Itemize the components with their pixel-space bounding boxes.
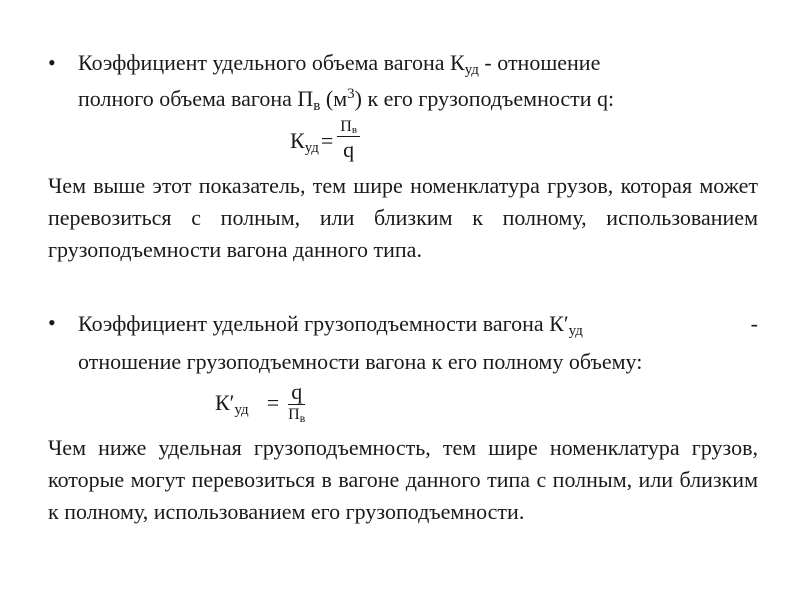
definition-text: - отношение: [478, 50, 601, 75]
formula-lhs: $К'_{уд}$: [215, 389, 249, 418]
paragraph-specific-capacity: Чем ниже удельная грузоподъемность, тем шире номенклатура грузов, которые могут перевозиться в вагоне данного типа с полным, или близким к полному, использованием его грузоподъемности.: [48, 435, 758, 524]
definition-text: Коэффициент удельного объема вагона К: [78, 50, 465, 75]
formula-specific-volume: [290, 118, 360, 163]
fraction-denominator: q: [343, 137, 355, 162]
subscript: уд: [568, 323, 583, 339]
formula-lhs: $К_{уд}$: [290, 127, 319, 156]
fraction-numerator: $П_в$: [337, 118, 360, 137]
fraction-numerator: q: [288, 380, 305, 405]
subscript: в: [313, 98, 321, 114]
formula-fraction: [337, 118, 360, 163]
definition-text: Коэффициент удельной грузоподъемности вагона К′: [78, 311, 569, 336]
bullet-item-specific-capacity: [48, 305, 758, 381]
formula-fraction: [285, 380, 308, 425]
definition-text: отношение грузоподъемности вагона к его полному объему:: [78, 349, 643, 374]
bullet-marker: •: [48, 310, 56, 335]
definition-text: (м: [320, 86, 348, 111]
fraction-denominator: $П_в$: [288, 406, 306, 425]
definition-text: ) к его грузоподъемности q:: [354, 86, 615, 111]
formula-equals: =: [320, 127, 334, 153]
bullet-item-specific-volume: [48, 45, 758, 117]
subscript: уд: [464, 62, 479, 78]
definition-text: полного объема вагона П: [78, 86, 314, 111]
paragraph-specific-volume: Чем выше этот показатель, тем шире номенклатура грузов, которая может перевозиться с полным, или близким к полному, использованием грузоподъемности вагона данного типа.: [48, 173, 758, 262]
superscript: 3: [347, 86, 355, 102]
bullet-marker: •: [48, 50, 56, 75]
bullet-text: [78, 305, 758, 381]
formula-equals: =: [266, 389, 280, 415]
definition-text: -: [750, 311, 758, 336]
bullet-text: [78, 45, 758, 117]
formula-specific-capacity: [215, 380, 308, 425]
